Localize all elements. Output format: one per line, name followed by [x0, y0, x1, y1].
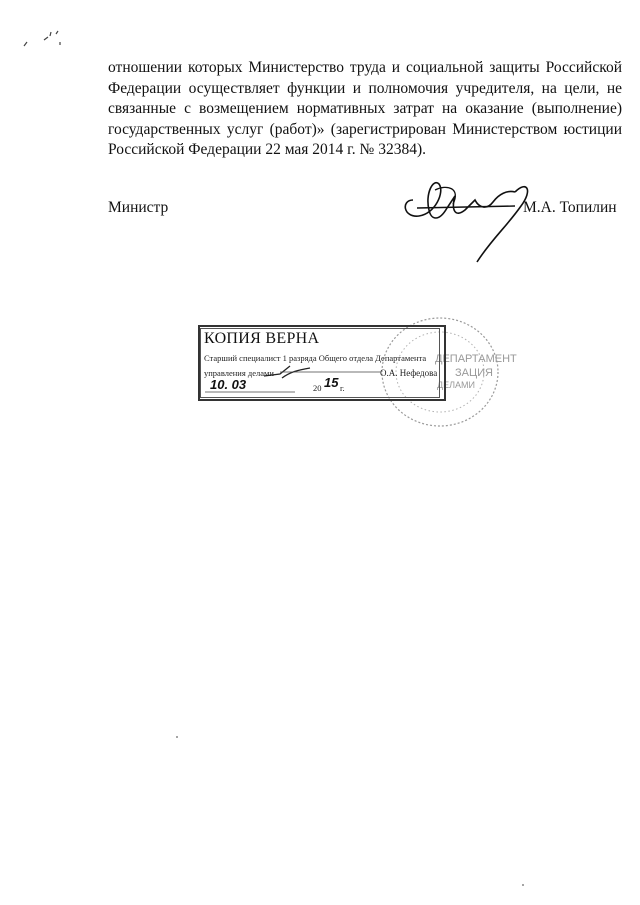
stamp-position-line: Старший специалист 1 разряда Общего отдела Департамента	[204, 353, 427, 363]
stamp-year-suffix: 15	[324, 375, 339, 390]
paragraph-line: государственных услуг (работ)» (зарегистрирован Министерством юстиции	[108, 120, 622, 138]
underline	[280, 362, 380, 374]
position-label: Министр	[108, 199, 169, 216]
stamp-year-prefix: 20	[313, 383, 322, 393]
scan-speck	[522, 884, 524, 886]
handwritten-signature	[395, 170, 535, 265]
paragraph-line: Федерации осуществляет функции и полномочия учредителя, на цели, не	[108, 79, 622, 97]
stamp-year-g: г.	[340, 383, 345, 393]
body-paragraph	[108, 58, 622, 161]
date-underline	[205, 389, 295, 395]
signer-name: М.А. Топилин	[523, 199, 617, 216]
corner-marks	[14, 20, 74, 60]
stamp-department-line: управления делами	[204, 368, 274, 378]
paragraph-line: отношении которых Министерство труда и социальной защиты Российской	[108, 59, 622, 76]
paragraph-line: Российской Федерации 22 мая 2014 г. № 32384).	[108, 141, 426, 158]
seal-text: ДЕЛАМИ	[437, 380, 475, 390]
scan-speck	[176, 736, 178, 738]
paragraph-line: связанные с возмещением нормативных затрат на оказание (выполнение)	[108, 100, 622, 117]
seal-text: ДЕПАРТАМЕНТ	[435, 353, 517, 365]
stamp-date: 10. 03	[210, 377, 247, 392]
stamp-signer-name: О.А. Нефедова	[380, 368, 438, 378]
stamp-title: КОПИЯ ВЕРНА	[204, 330, 320, 347]
seal-text: ЗАЦИЯ	[455, 367, 493, 379]
